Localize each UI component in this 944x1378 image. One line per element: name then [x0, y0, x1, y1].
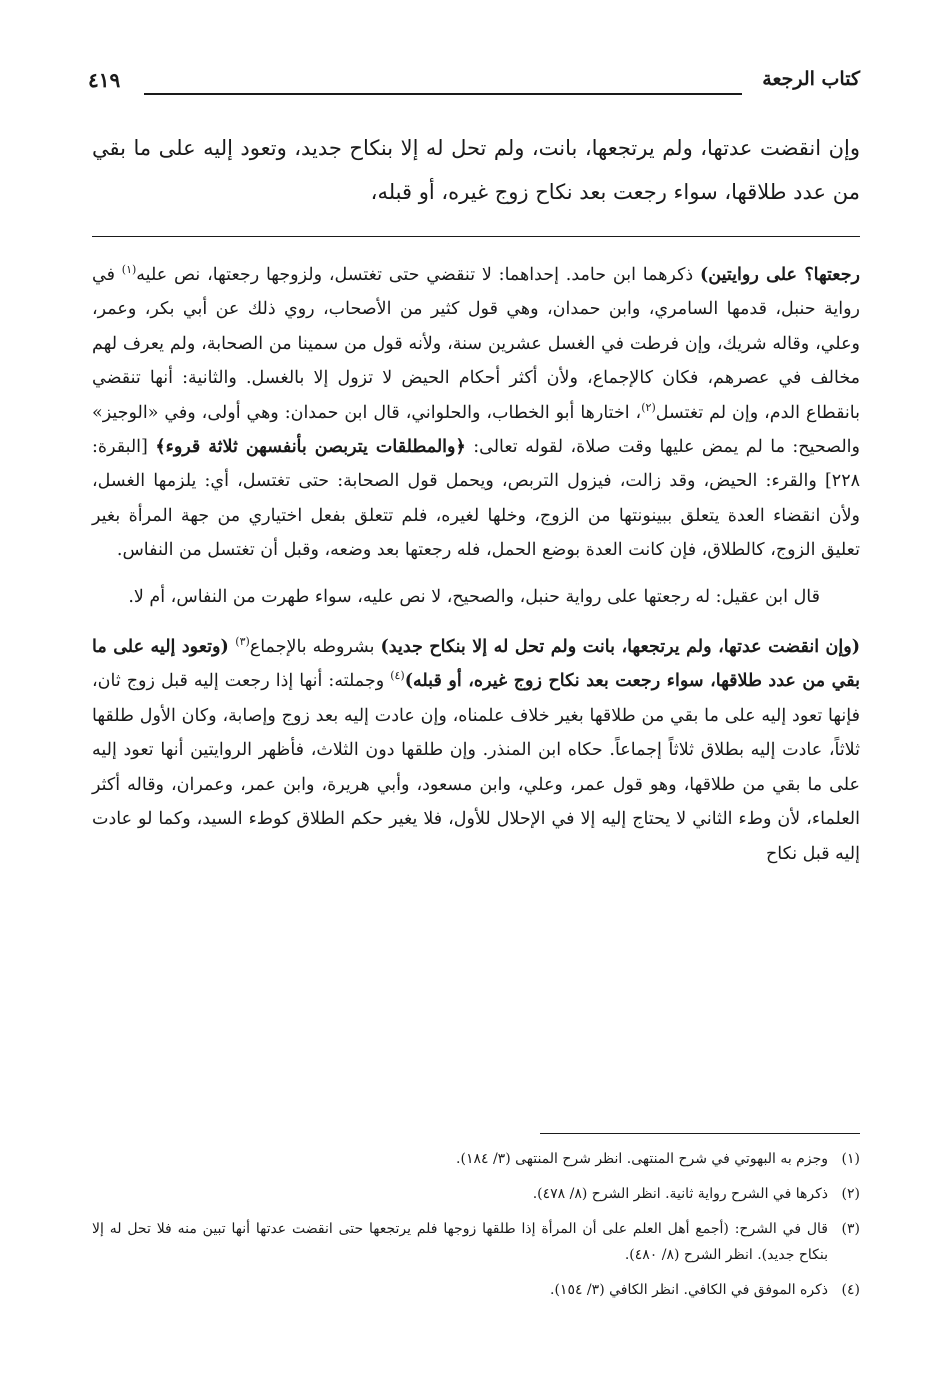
footnote-ref-2[interactable]: (٢): [641, 400, 656, 414]
footnote-ref-4[interactable]: (٤): [390, 669, 405, 683]
footnote-number: (١): [841, 1151, 860, 1167]
quran-verse: ﴿والمطلقات يتربصن بأنفسهن ثلاثة قروء﴾: [155, 437, 466, 458]
footnote-text: وجزم به البهوتي في شرح المنتهى. انظر شرح المنتهى (٣/ ١٨٤).: [456, 1151, 828, 1167]
text-run: في رواية حنبل، قدمها السامري، وابن حمدان، وهي قول كثير من الأصحاب، روي ذلك عن أبي بكر، وعمر، وعلي، وقاله شريك، وإن فرطت في الغسل عشرين سنة، ولأنه قول من سمينا من الصحابة، ولم يعرف لهم مخالف في عصرهم، فكان كالإجماع، ولأن أكثر أحكام الحيض لا تزول إلا بالغسل. والثانية: أنها تنقضي بانقطاع الدم، وإن لم تغتسل: [92, 265, 860, 423]
bold-lead: رجعتها؟ على روايتين): [700, 265, 860, 285]
page-number: ٤١٩: [88, 68, 121, 92]
footnote-2: [92, 1181, 860, 1207]
text-run: [البقرة: ٢٢٨] والقرء: الحيض، وقد زالت، فيزول التربص، ويحمل قول الصحابة: حتى تغتسل، أي: يلزمها الغسل، ولأن انقضاء العدة يتعلق ببينونتها من الزوج، وخلها لغيره، فلم تتعلق بفعل اختياري من جهة المرأة بغير تعليق الزوج، كالطلاق، فإن كانت العدة بوضع الحمل، فله رجعتها بعد وضعه، وقبل أن تغتسل من النفاس.: [92, 437, 860, 561]
text-run: ، اختارها أبو الخطاب، والحلواني، قال ابن حمدان: وهي أولى، وفي «الوجيز» والصحيح: ما لم يمض عليها وقت صلاة، لقوله تعالى:: [92, 402, 860, 458]
footnote-ref-3[interactable]: (٣): [235, 635, 250, 649]
footnote-3: [92, 1216, 860, 1268]
matn-text: وإن انقضت عدتها، ولم يرتجعها، بانت، ولم تحل له إلا بنكاح جديد، وتعود إليه على ما بقي من عدد طلاقها، سواء رجعت بعد نكاح زوج غيره، أو قبله،: [92, 136, 860, 204]
footnote-number: (٣): [841, 1221, 860, 1237]
commentary-paragraph-3: [92, 630, 860, 871]
footnote-text: ذكرها في الشرح رواية ثانية. انظر الشرح (٨/ ٤٧٨).: [532, 1186, 828, 1202]
matn-quote: (وإن انقضت عدتها، ولم يرتجعها، بانت ولم تحل له إلا بنكاح جديد): [380, 637, 860, 658]
commentary: [92, 258, 860, 871]
matn-separator: [92, 236, 860, 237]
commentary-paragraph-2: قال ابن عقيل: له رجعتها على رواية حنبل، والصحيح، لا نص عليه، سواء طهرت من النفاس، أم لا.: [128, 586, 820, 607]
footnote-number: (٢): [841, 1186, 860, 1202]
footnote-text: ذكره الموفق في الكافي. انظر الكافي (٣/ ١٥٤).: [550, 1282, 828, 1298]
matn-quote: (وتعود إليه على ما بقي من عدد طلاقها، سواء رجعت بعد نكاح زوج غيره، أو قبله): [92, 637, 860, 692]
footnote-4: [92, 1277, 860, 1303]
footnote-ref-1[interactable]: (١): [121, 263, 137, 277]
footnote-1: [92, 1146, 860, 1172]
footnote-separator: [540, 1133, 860, 1134]
header-rule: [144, 93, 742, 95]
text-run: وجملته: أنها إذا رجعت إليه قبل زوج ثان، فإنها تعود إليه على ما بقي من طلاقها بغير خلاف علمناه، وإن عادت إليه بعد زوج وإصابة، وكان الأول طلقها ثلاثاً، عادت إليه بطلاق ثلاثاً إجماعاً. حكاه ابن المنذر. وإن طلقها دون الثلاث، فأظهر الروايتين أنها تعود إليه على ما بقي من طلاقها، وهو قول عمر، وعلي، وابن مسعود، وأبي هريرة، وابن عمر، وعمران، وقاله أكثر العلماء، لأن وطء الثاني لا يحتاج إليه إلا في الإحلال للأول، فلا يغير حكم الطلاق كوطء السيد، وكما لو عادت إليه قبل نكاح: [92, 671, 860, 864]
footnotes: [92, 1146, 860, 1312]
page-header: [88, 68, 860, 102]
text-run: بشروطه بالإجماع: [249, 637, 381, 658]
footnote-text: قال في الشرح: (أجمع أهل العلم على أن المرأة إذا طلقها زوجها فلم يرتجعها حتى انقضت عدتها أنها تبين منه فلا تحل له إلا بنكاح جديد). انظر الشرح (٨/ ٤٨٠).: [92, 1221, 828, 1263]
running-title: كتاب الرجعة: [762, 68, 860, 90]
footnote-number: (٤): [841, 1282, 860, 1298]
commentary-paragraph-1: [92, 258, 860, 568]
text-run: ذكرهما ابن حامد. إحداهما: لا تنقضي حتى تغتسل، ولزوجها رجعتها، نص عليه: [136, 265, 701, 285]
